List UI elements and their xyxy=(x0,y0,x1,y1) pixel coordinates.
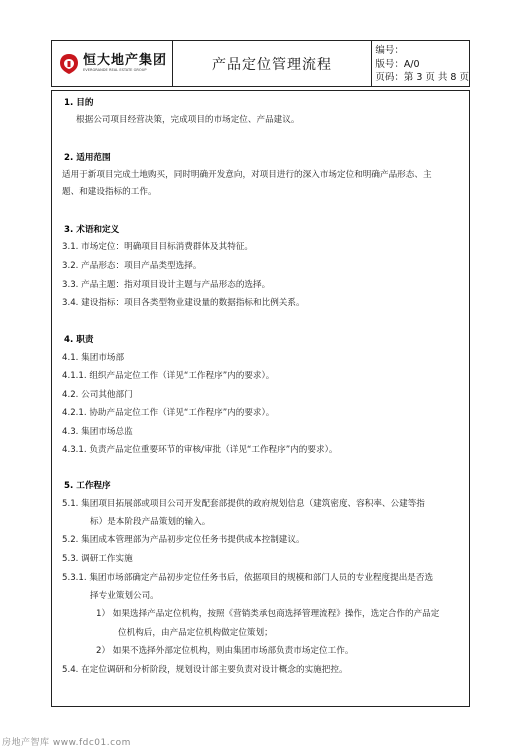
list-item: 4.2.1. 协助产品定位工作（详见“工作程序”内的要求）。 xyxy=(62,408,275,418)
list-item: 5.2. 集团成本管理部为产品初步定位任务书提供成本控制建议。 xyxy=(62,535,305,545)
list-item: 3.1. 市场定位：明确项目目标消费群体及其特征。 xyxy=(62,242,254,252)
list-item: 3.2. 产品形态：项目产品类型选择。 xyxy=(62,261,202,271)
list-item: 5.1. 集团项目拓展部或项目公司开发配套部提供的政府规划信息（建筑密度、容积率、公建等指 xyxy=(62,499,425,509)
paragraph: 根据公司项目经营决策，完成项目的市场定位、产品建议。 xyxy=(76,115,300,125)
paragraph: 适用于新项目完成土地购买，同时明确开发意向，对项目进行的深入市场定位和明确产品形态、主 xyxy=(62,170,432,180)
list-item: 3.3. 产品主题：指对项目设计主题与产品形态的选择。 xyxy=(62,280,271,290)
footer-watermark: 房地产智库 www.fdc01.com xyxy=(2,738,131,748)
list-item: 5.3. 调研工作实施 xyxy=(62,554,133,564)
document-meta xyxy=(372,41,469,86)
document-body xyxy=(51,90,470,707)
list-item: 4.3. 集团市场总监 xyxy=(62,427,133,437)
paragraph: 题、和建设指标的工作。 xyxy=(62,187,157,197)
list-item: 4.1. 集团市场部 xyxy=(62,353,125,363)
section-heading: 2. 适用范围 xyxy=(64,153,111,163)
doc-page-info: 页码：第 3 页 共 8 页 xyxy=(375,72,469,83)
list-item: 5.4. 在定位调研和分析阶段，规划设计部主要负责对设计概念的实施把控。 xyxy=(62,665,348,675)
doc-version: 版号：A/0 xyxy=(375,58,420,70)
sub-list-item: 1） 如果选择产品定位机构，按照《营销类承包商选择管理流程》操作，选定合作的产品定 xyxy=(96,609,440,619)
document-header-table xyxy=(51,40,470,87)
section-heading: 4. 职责 xyxy=(64,335,94,345)
list-item-continued: 标）是本阶段产品策划的输入。 xyxy=(90,517,211,527)
list-item: 3.4. 建设指标：项目各类型物业建设量的数据指标和比例关系。 xyxy=(62,298,305,308)
list-item: 5.3.1. 集团市场部确定产品初步定位任务书后，依据项目的规模和部门人员的专业程度提出是否选 xyxy=(62,573,434,583)
company-name-cn: 恒大地产集团 xyxy=(83,53,168,68)
list-item-continued: 择专业策划公司。 xyxy=(90,591,159,601)
list-item: 4.2. 公司其他部门 xyxy=(62,390,133,400)
list-item: 4.3.1. 负责产品定位重要环节的审核/审批（详见“工作程序”内的要求）。 xyxy=(62,445,338,455)
evergrande-logo-icon xyxy=(59,53,79,75)
sub-list-item-continued: 位机构后，由产品定位机构做定位策划； xyxy=(118,628,273,638)
section-heading: 5. 工作程序 xyxy=(64,481,111,491)
sub-list-item: 2） 如果不选择外部定位机构，则由集团市场部负责市场定位工作。 xyxy=(96,646,354,656)
company-logo xyxy=(52,41,173,86)
doc-number-label: 编号： xyxy=(375,45,404,56)
section-heading: 3. 术语和定义 xyxy=(64,225,120,235)
list-item: 4.1.1. 组织产品定位工作（详见“工作程序”内的要求）。 xyxy=(62,371,275,381)
company-name-en: EVERGRANDE REAL ESTATE GROUP xyxy=(83,68,147,72)
section-heading: 1. 目的 xyxy=(64,98,94,108)
document-title: 产品定位管理流程 xyxy=(173,41,373,86)
